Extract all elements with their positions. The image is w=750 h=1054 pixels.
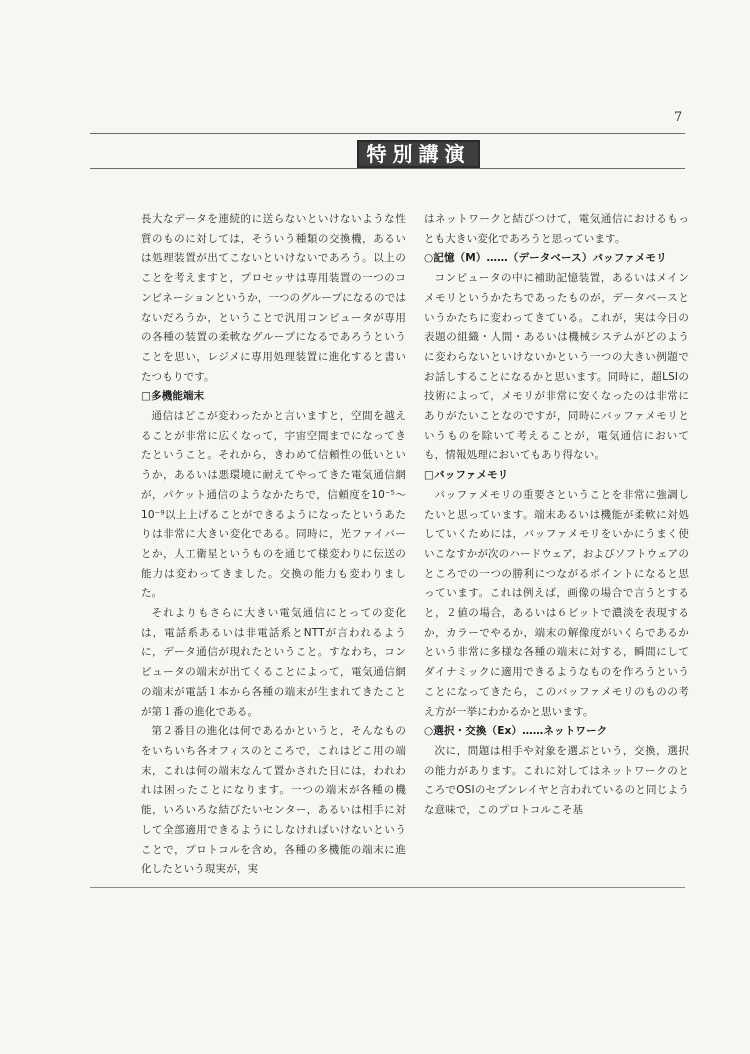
section-heading: ○記憶（M）……（データベース）バッファメモリ [424,252,667,265]
paragraph: バッファメモリの重要さということを非常に強調したいと思っています。端末あるいは機能が柔軟に対処していくためには，バッファメモリをいかにうまく使いこなすかが次のハードウェア，およびソフトウェアのところでの一つの勝利につながるポイントになると思っています。これは例えば，画像の場合で言うとすると，２値の場合，あるいは６ビットで濃淡を表現するか，カラーでやるか，端末の解像度がいくらであるかという非常に多様な各種の端末に対する，瞬間にしてダイナミックに適用できるようなものを作ろうということになってきたら，このバッファメモリのものの考え方が一挙にわかるかと思います。 [424,488,689,718]
footer-rule [90,887,685,888]
header-rule-bottom [90,168,685,169]
paragraph: 第２番目の進化は何であるかというと，そんなものをいちいち各オフィスのところで，これはどこ用の端末，これは何の端末なんて置かされた日には，われわれは困ったことになります。一つの端末が各種の機能，いろいろな結びたいセンター，あるいは相手に対して全部適用できるようにしなければいけないということで，プロトコルを含め，各種の多機能の端末に進化したという現実が，実 [141,725,406,876]
section-banner: 特別講演 [357,140,480,168]
paragraph: 次に，問題は相手や対象を選ぶという，交換，選択の能力があります。これに対してはネットワークのところでOSIのセブンレイヤと言われているのと同じような意味で，このプロトコルこそ基 [424,744,689,817]
page-number: 7 [674,110,683,125]
right-column [424,210,689,821]
section-heading: □バッファメモリ [424,469,509,482]
section-heading: □多機能端末 [141,390,205,403]
paragraph: コンピュータの中に補助記憶装置，あるいはメインメモリというかたちであったものが，データベースというかたちに変わってきている。これが，実は今日の表題の組織・人間・あるいは機械システムがどのように変わらないといけないかという一つの大きい例題でお話しすることになるかと思います。同時に，超LSIの技術によって，メモリが非常に安くなったのは非常にありがたいことなのですが，同時にバッファメモリというものを除いて考えることが，電気通信においても，情報処理においてもあり得ない。 [424,272,689,462]
paragraph: はネットワークと結びつけて，電気通信におけるもっとも大きい変化であろうと思っています。 [424,213,689,245]
left-column [141,210,406,880]
paragraph: 通信はどこが変わったかと言いますと，空間を越えることが非常に広くなって，宇宙空間までになってきたということ。それから，きわめて信頼性の低いというか，あるいは悪環境に耐えてやってきた電気通信網が，パケット通信のようなかたちで，信頼度を10⁻⁵～10⁻⁹以上上げることができるようになったというあたりは非常に大きい変化である。同時に，光ファイバーとか，人工衛星というものを通じて様変わりに伝送の能力は変わってきました。交換の能力も変わりました。 [141,410,406,600]
paragraph: それよりもさらに大きい電気通信にとっての変化は，電話系あるいは非電話系とNTTが言われるように，データ通信が現れたということ。すなわち，コンピュータの端末が出てくることによって，電気通信網の端末が電話１本から各種の端末が生まれてきたことが第１番の進化である。 [141,607,406,718]
paragraph: 長大なデータを連続的に送らないといけないような性質のものに対しては，そういう種類の交換機，あるいは処理装置が出てこないといけないであろう。以上のことを考えますと，プロセッサは専用装置の一つのコンビネーションというか，一つのグループになるのではないだろうか，ということで汎用コンピュータが専用の各種の装置の柔軟なグループになるであろうということを思い，レジメに専用処理装置に進化すると書いたつもりです。 [141,213,406,383]
header-rule-top [90,133,685,134]
section-heading: ○選択・交換（Ex）……ネットワーク [424,725,608,738]
